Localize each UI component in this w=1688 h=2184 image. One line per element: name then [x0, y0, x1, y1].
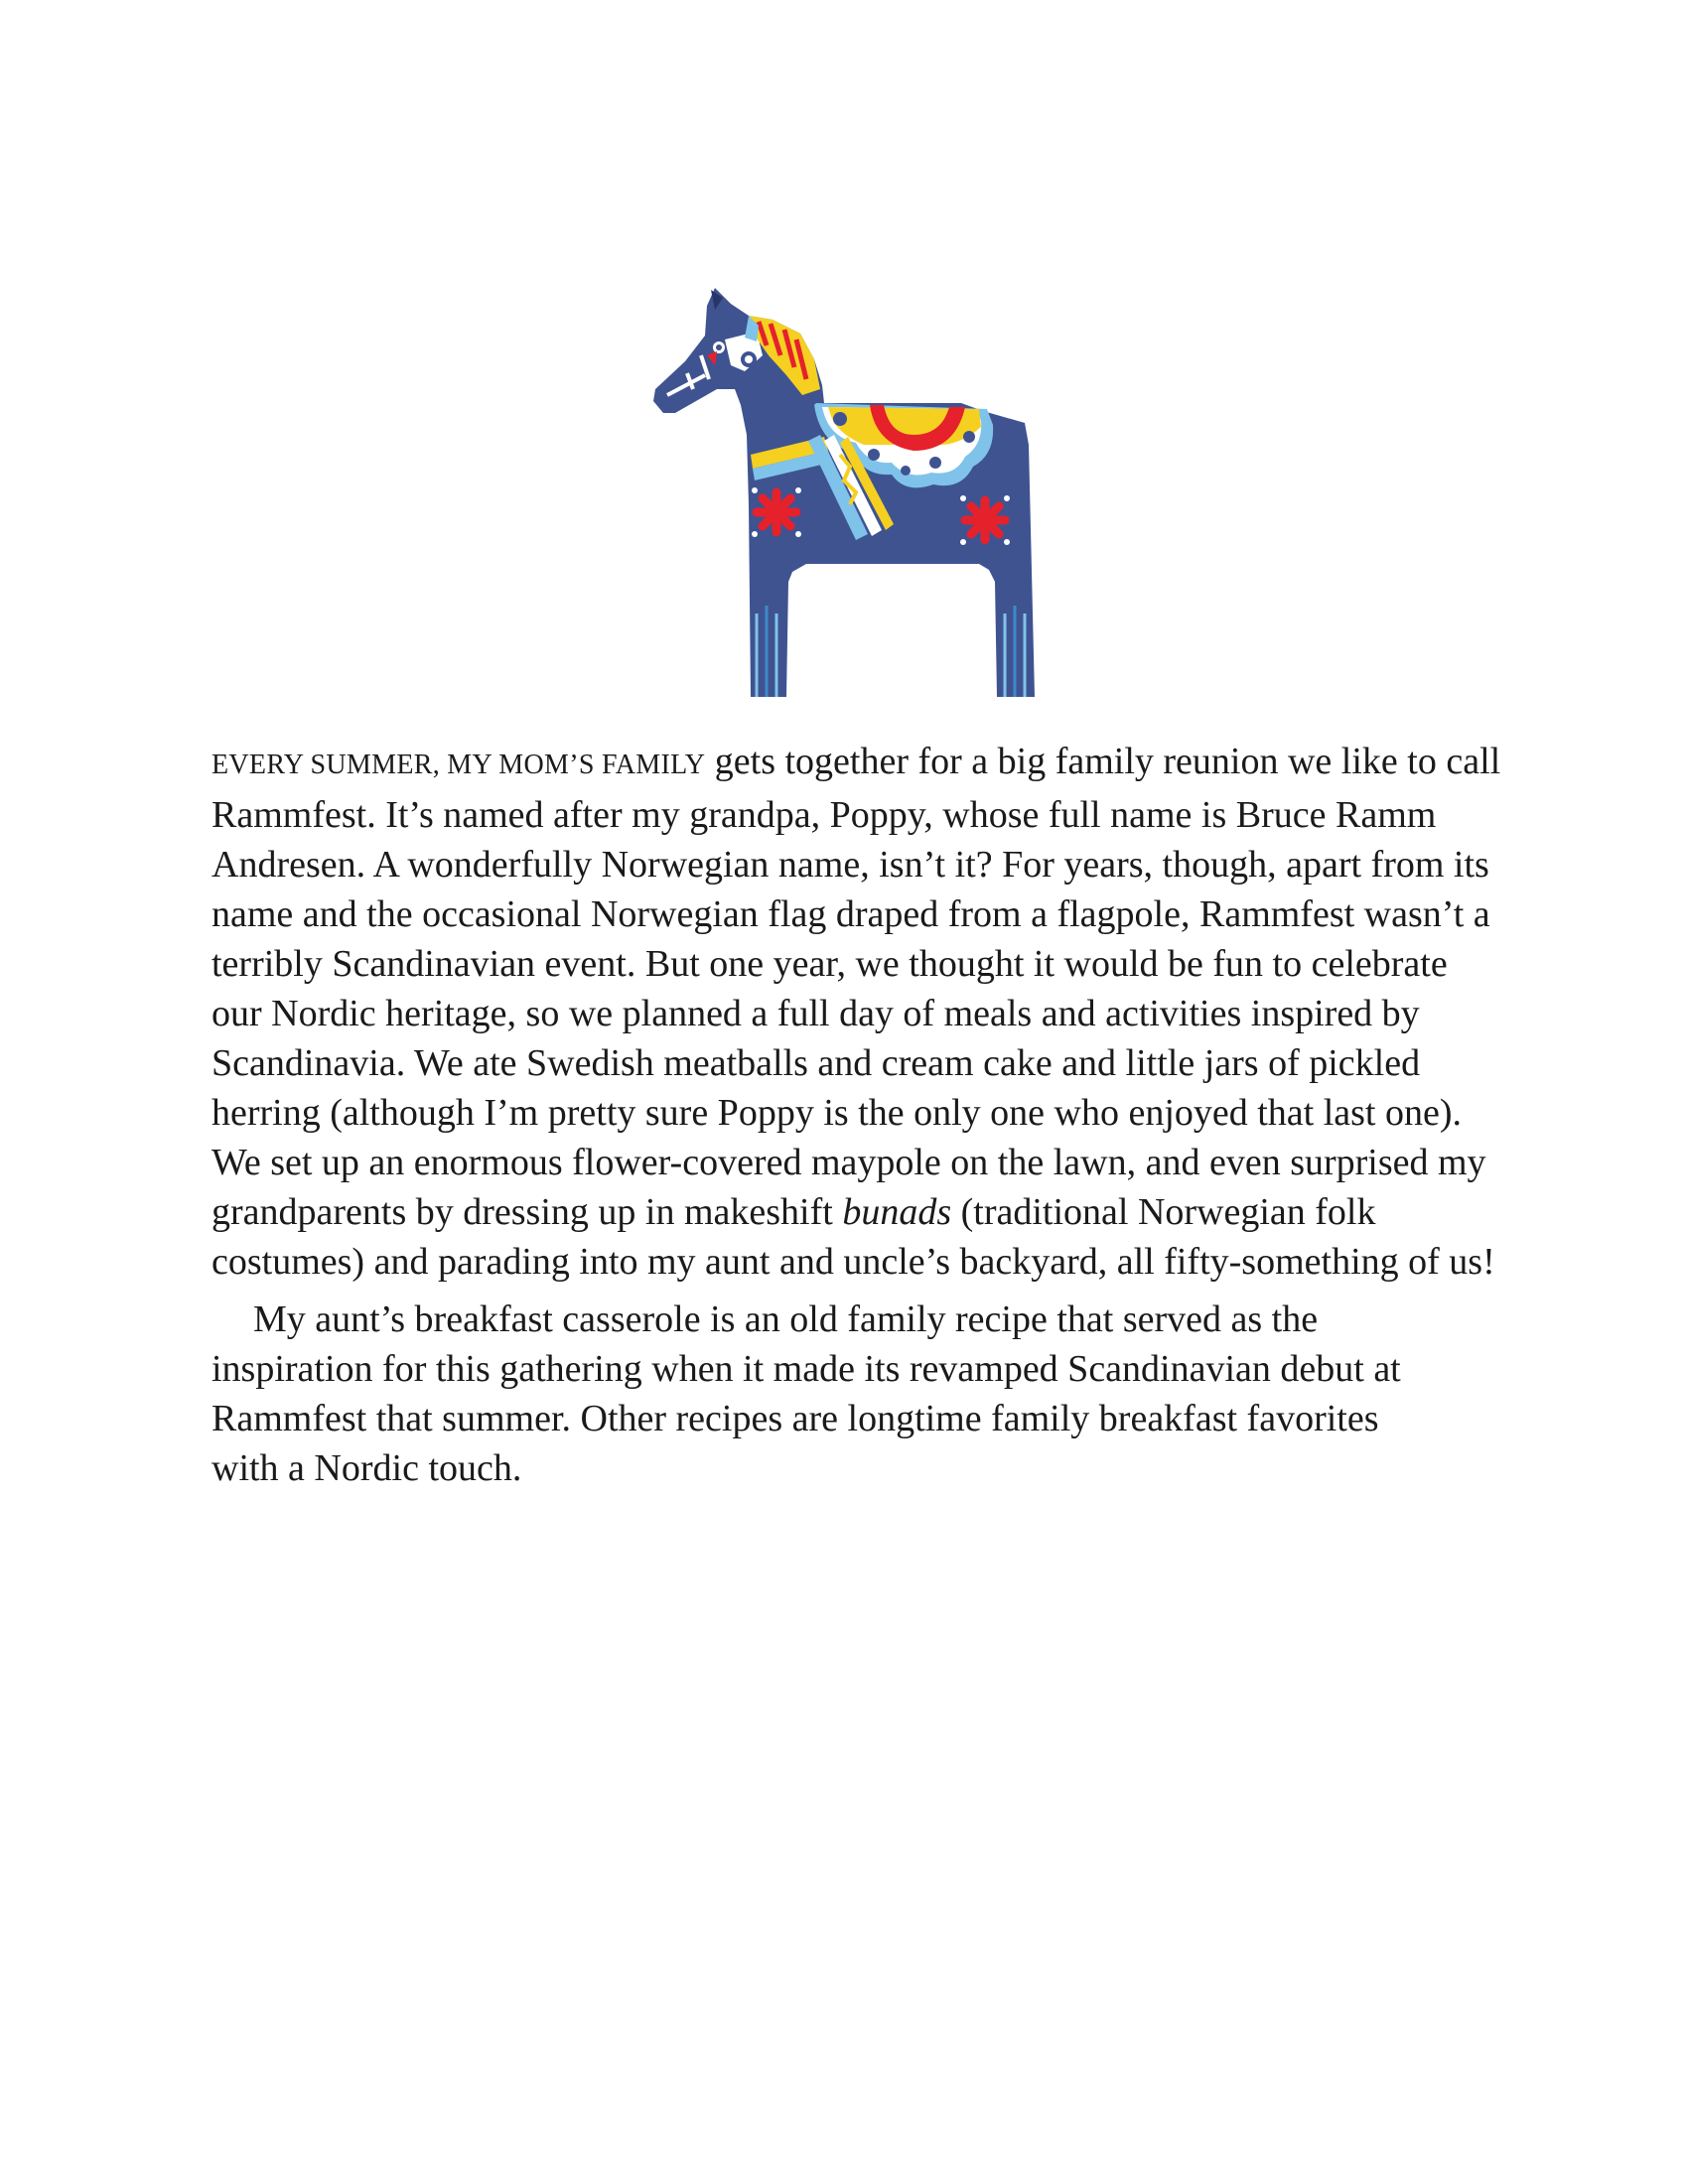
- paragraph-1: [211, 737, 1502, 1287]
- lead-in-smallcaps: EVERY SUMMER, MY MOM’S FAMILY: [211, 750, 706, 780]
- body-text: [211, 737, 1502, 1493]
- paragraph-1-text-b: (traditional Norwegian folk costumes) and parading into my aunt and uncle’s backyard, all fifty-something of us!: [211, 1191, 1495, 1283]
- dala-horse-illustration: [645, 286, 1043, 698]
- paragraph-2: My aunt’s breakfast casserole is an old family recipe that served as the inspiration for this gathering when it made its revamped Scandinavian debut at Rammfest that summer. Other recipes are longtime family breakfast favorites with a Nordic touch.: [211, 1298, 1401, 1489]
- bunads-italic: bunads: [842, 1191, 952, 1233]
- dala-horse-icon: [645, 286, 1043, 698]
- paragraph-1-text-a: gets together for a big family reunion we like to call Rammfest. It’s named after my grandpa, Poppy, whose full name is Bruce Ramm Andresen. A wonderfully Norwegian name, isn’t it? For years, though, apart from its name and the occasional Norwegian flag draped from a flagpole, Rammfest wasn’t a terribly Scandinavian event. But one year, we thought it would be fun to celebrate our Nordic heritage, so we planned a full day of meals and activities inspired by Scandinavia. We ate Swedish meatballs and cream cake and little jars of pickled herring (although I’m pretty sure Poppy is the only one who enjoyed that last one). We set up an enormous flower-covered maypole on the lawn, and even surprised my grandparents by dressing up in makeshift: [211, 741, 1501, 1233]
